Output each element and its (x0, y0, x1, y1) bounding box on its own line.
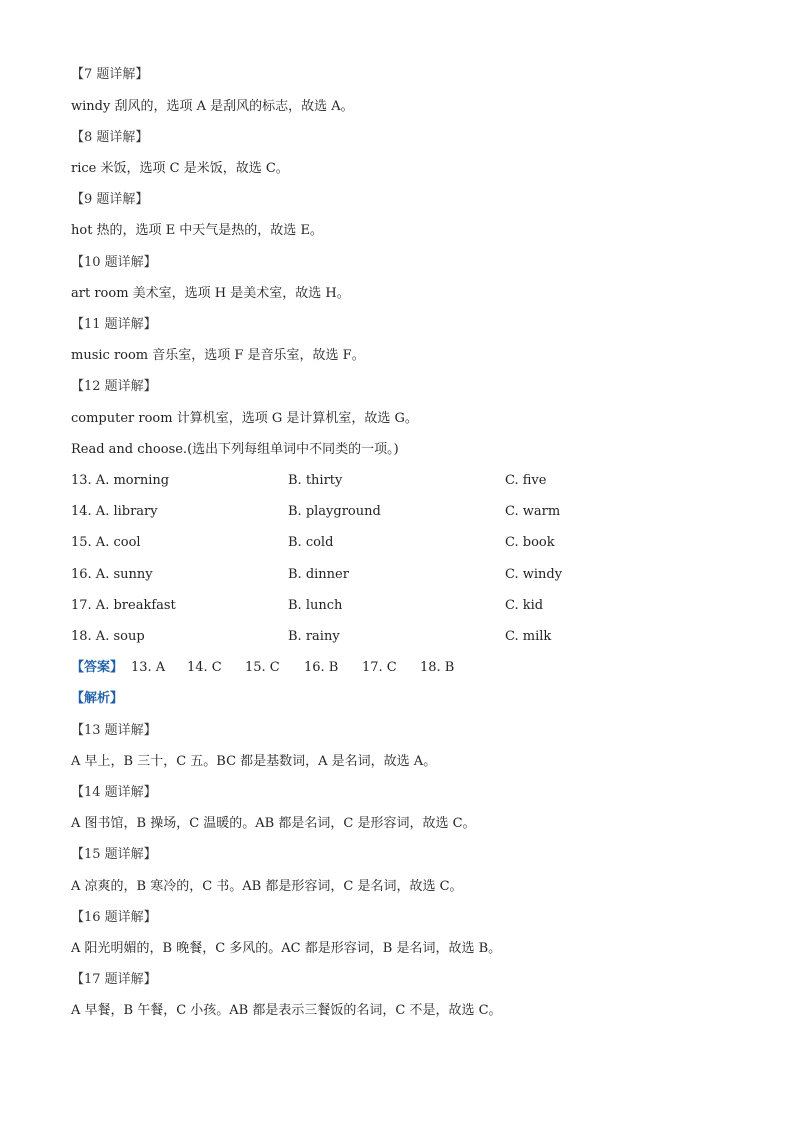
section-header-q15: 【15 题详解】 (71, 847, 157, 862)
answer-item: 18. B (420, 660, 455, 675)
analysis-label: 【解析】 (71, 691, 124, 706)
question-16-option-c: C. windy (505, 567, 563, 582)
question-17-option-a: 17. A. breakfast (71, 598, 176, 613)
question-18-option-a: 18. A. soup (71, 629, 145, 644)
question-16-option-b: B. dinner (288, 567, 349, 582)
answer-label: 【答案】 (71, 660, 124, 675)
section-header-q7: 【7 题详解】 (71, 67, 149, 82)
question-18-option-c: C. milk (505, 629, 552, 644)
explanation-q10: art room 美术室，选项 H 是美术室，故选 H。 (71, 286, 350, 301)
explanation-q9: hot 热的，选项 E 中天气是热的，故选 E。 (71, 223, 323, 238)
question-13-option-c: C. five (505, 473, 547, 488)
question-14-option-b: B. playground (288, 504, 381, 519)
answer-item: 13. A (131, 660, 166, 675)
explanation-q13: A 早上，B 三十，C 五。BC 都是基数词，A 是名词，故选 A。 (71, 754, 437, 769)
question-13-option-a: 13. A. morning (71, 473, 170, 488)
section-header-q10: 【10 题详解】 (71, 255, 157, 270)
section-header-q16: 【16 题详解】 (71, 910, 157, 925)
section-header-q9: 【9 题详解】 (71, 192, 149, 207)
section-header-q14: 【14 题详解】 (71, 785, 157, 800)
explanation-q11: music room 音乐室，选项 F 是音乐室，故选 F。 (71, 348, 365, 363)
question-14-option-a: 14. A. library (71, 504, 158, 519)
question-14-option-c: C. warm (505, 504, 561, 519)
question-15-option-a: 15. A. cool (71, 535, 141, 550)
question-15-option-c: C. book (505, 535, 555, 550)
instruction-read-and-choose: Read and choose.(选出下列每组单词中不同类的一项。) (71, 442, 399, 457)
answer-item: 16. B (304, 660, 339, 675)
question-15-option-b: B. cold (288, 535, 334, 550)
section-header-q8: 【8 题详解】 (71, 130, 149, 145)
section-header-q12: 【12 题详解】 (71, 379, 157, 394)
explanation-q7: windy 刮风的，选项 A 是刮风的标志，故选 A。 (71, 99, 354, 114)
explanation-q17: A 早餐，B 午餐，C 小孩。AB 都是表示三餐饭的名词，C 不是，故选 C。 (71, 1003, 502, 1018)
section-header-q13: 【13 题详解】 (71, 723, 157, 738)
question-17-option-b: B. lunch (288, 598, 343, 613)
explanation-q14: A 图书馆，B 操场，C 温暖的。AB 都是名词，C 是形容词，故选 C。 (71, 816, 476, 831)
explanation-q16: A 阳光明媚的，B 晚餐，C 多风的。AC 都是形容词，B 是名词，故选 B。 (71, 941, 502, 956)
explanation-q8: rice 米饭，选项 C 是米饭，故选 C。 (71, 161, 289, 176)
question-16-option-a: 16. A. sunny (71, 567, 153, 582)
answer-item: 14. C (187, 660, 222, 675)
question-13-option-b: B. thirty (288, 473, 343, 488)
question-17-option-c: C. kid (505, 598, 544, 613)
section-header-q11: 【11 题详解】 (71, 317, 157, 332)
section-header-q17: 【17 题详解】 (71, 972, 157, 987)
answer-item: 17. C (362, 660, 397, 675)
explanation-q15: A 凉爽的，B 寒冷的，C 书。AB 都是形容词，C 是名词，故选 C。 (71, 879, 463, 894)
explanation-q12: computer room 计算机室，选项 G 是计算机室，故选 G。 (71, 411, 418, 426)
answer-item: 15. C (245, 660, 280, 675)
question-18-option-b: B. rainy (288, 629, 340, 644)
